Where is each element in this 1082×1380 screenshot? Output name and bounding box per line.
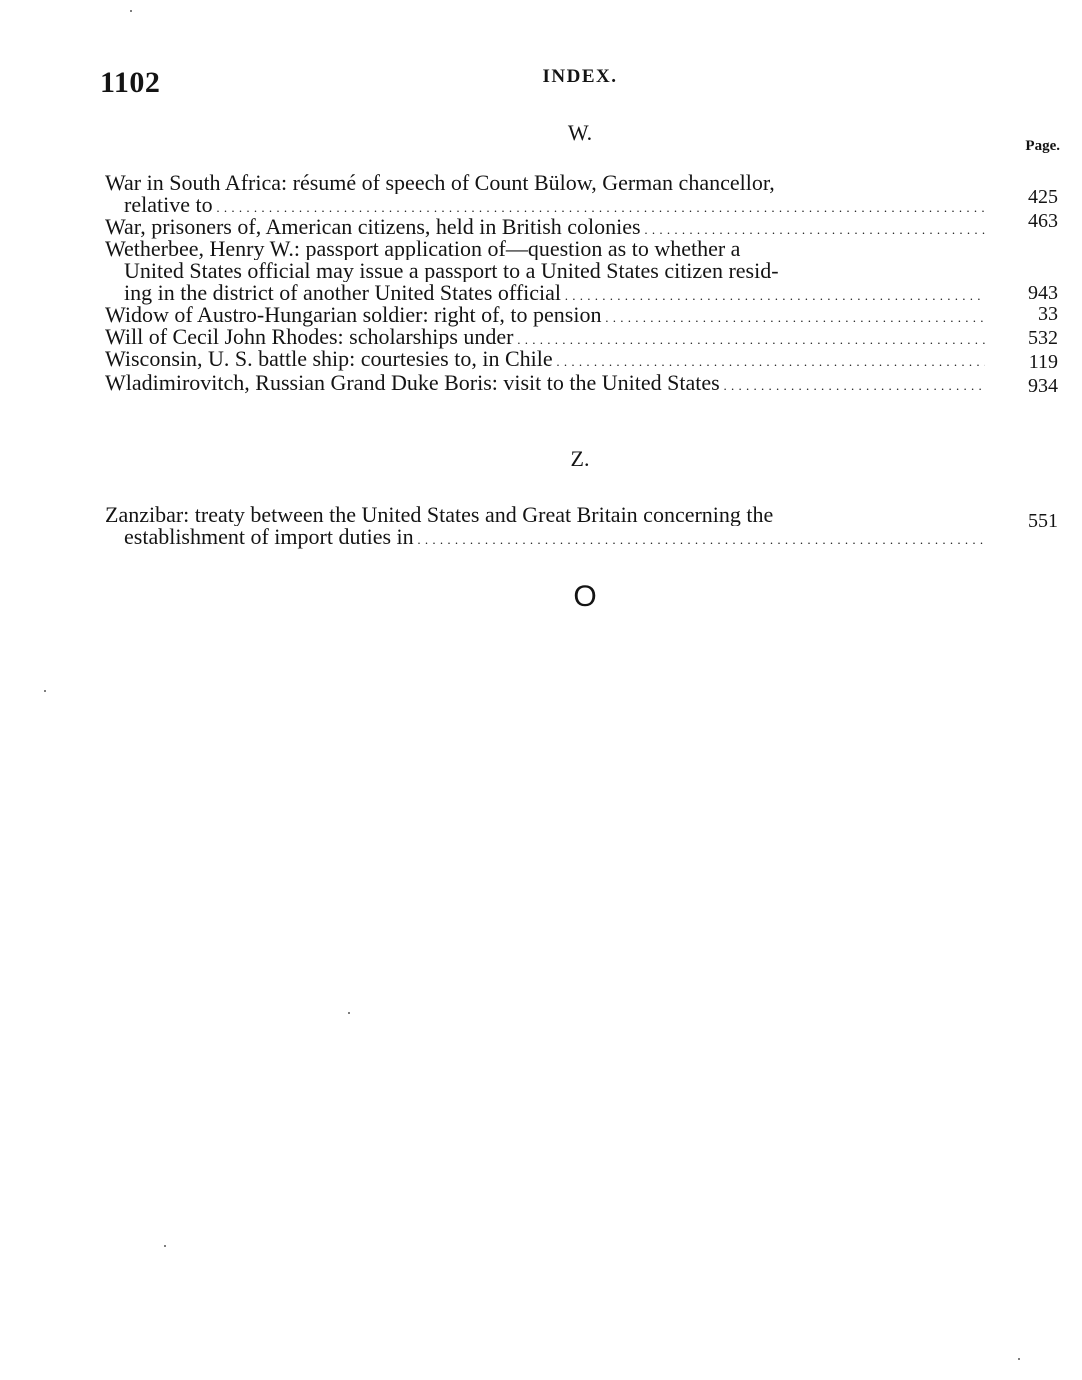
entry-page-row xyxy=(0,282,1082,304)
entry-page-number: 943 xyxy=(1028,282,1058,304)
entry-text: War in South Africa: résumé of speech of Count Bülow, German chancellor, xyxy=(105,172,775,194)
scan-speck xyxy=(130,10,132,12)
entry-line xyxy=(0,238,1082,260)
entry-page-row xyxy=(0,186,1082,208)
section-letter-z: Z. xyxy=(570,446,590,471)
entry-page-number: 33 xyxy=(1038,303,1058,325)
entry-text: War, prisoners of, American citizens, held in British colonies . . . xyxy=(105,216,985,241)
entry-page-row xyxy=(0,375,1082,397)
running-head: INDEX. xyxy=(542,66,618,87)
entry-text: Will of Cecil John Rhodes: scholarships under . . . xyxy=(105,326,985,351)
entry-page-number: 551 xyxy=(1028,510,1058,532)
end-mark: O xyxy=(573,580,597,613)
entry-page-row xyxy=(0,210,1082,232)
entry-text: Wisconsin, U. S. battle ship: courtesies to, in Chile . . . xyxy=(105,348,985,373)
entry-page-row xyxy=(0,303,1082,325)
entry-text: ing in the district of another United States official . . . xyxy=(124,282,985,307)
entry-text: Wetherbee, Henry W.: passport application of—question as to whether a xyxy=(105,238,741,260)
scan-speck xyxy=(44,690,46,692)
entry-text: Widow of Austro-Hungarian soldier: right of, to pension . . . xyxy=(105,304,985,329)
entry-text: establishment of import duties in . . . xyxy=(124,526,985,551)
entry-page-number: 425 xyxy=(1028,186,1058,208)
entry-page-row xyxy=(0,510,1082,532)
section-letter-w: W. xyxy=(567,120,593,145)
entry-text: Wladimirovitch, Russian Grand Duke Boris: visit to the United States . . . xyxy=(105,372,985,397)
entry-text: United States official may issue a passport to a United States citizen resid- xyxy=(124,260,779,282)
entry-line xyxy=(0,260,1082,282)
entry-page-row xyxy=(0,351,1082,373)
scan-speck xyxy=(164,1245,166,1247)
scan-speck xyxy=(1018,1358,1020,1360)
entry-page-number: 119 xyxy=(1028,351,1058,373)
entry-page-number: 934 xyxy=(1028,375,1058,397)
page-column-label: Page. xyxy=(1025,138,1060,154)
entry-page-row xyxy=(0,327,1082,349)
entry-text: Zanzibar: treaty between the United States and Great Britain concerning the xyxy=(105,504,774,526)
entry-text: relative to . . . xyxy=(124,194,985,219)
page-number: 1102 xyxy=(100,66,161,99)
scan-speck xyxy=(348,1012,350,1014)
entry-page-number: 532 xyxy=(1028,327,1058,349)
entry-page-number: 463 xyxy=(1028,210,1058,232)
